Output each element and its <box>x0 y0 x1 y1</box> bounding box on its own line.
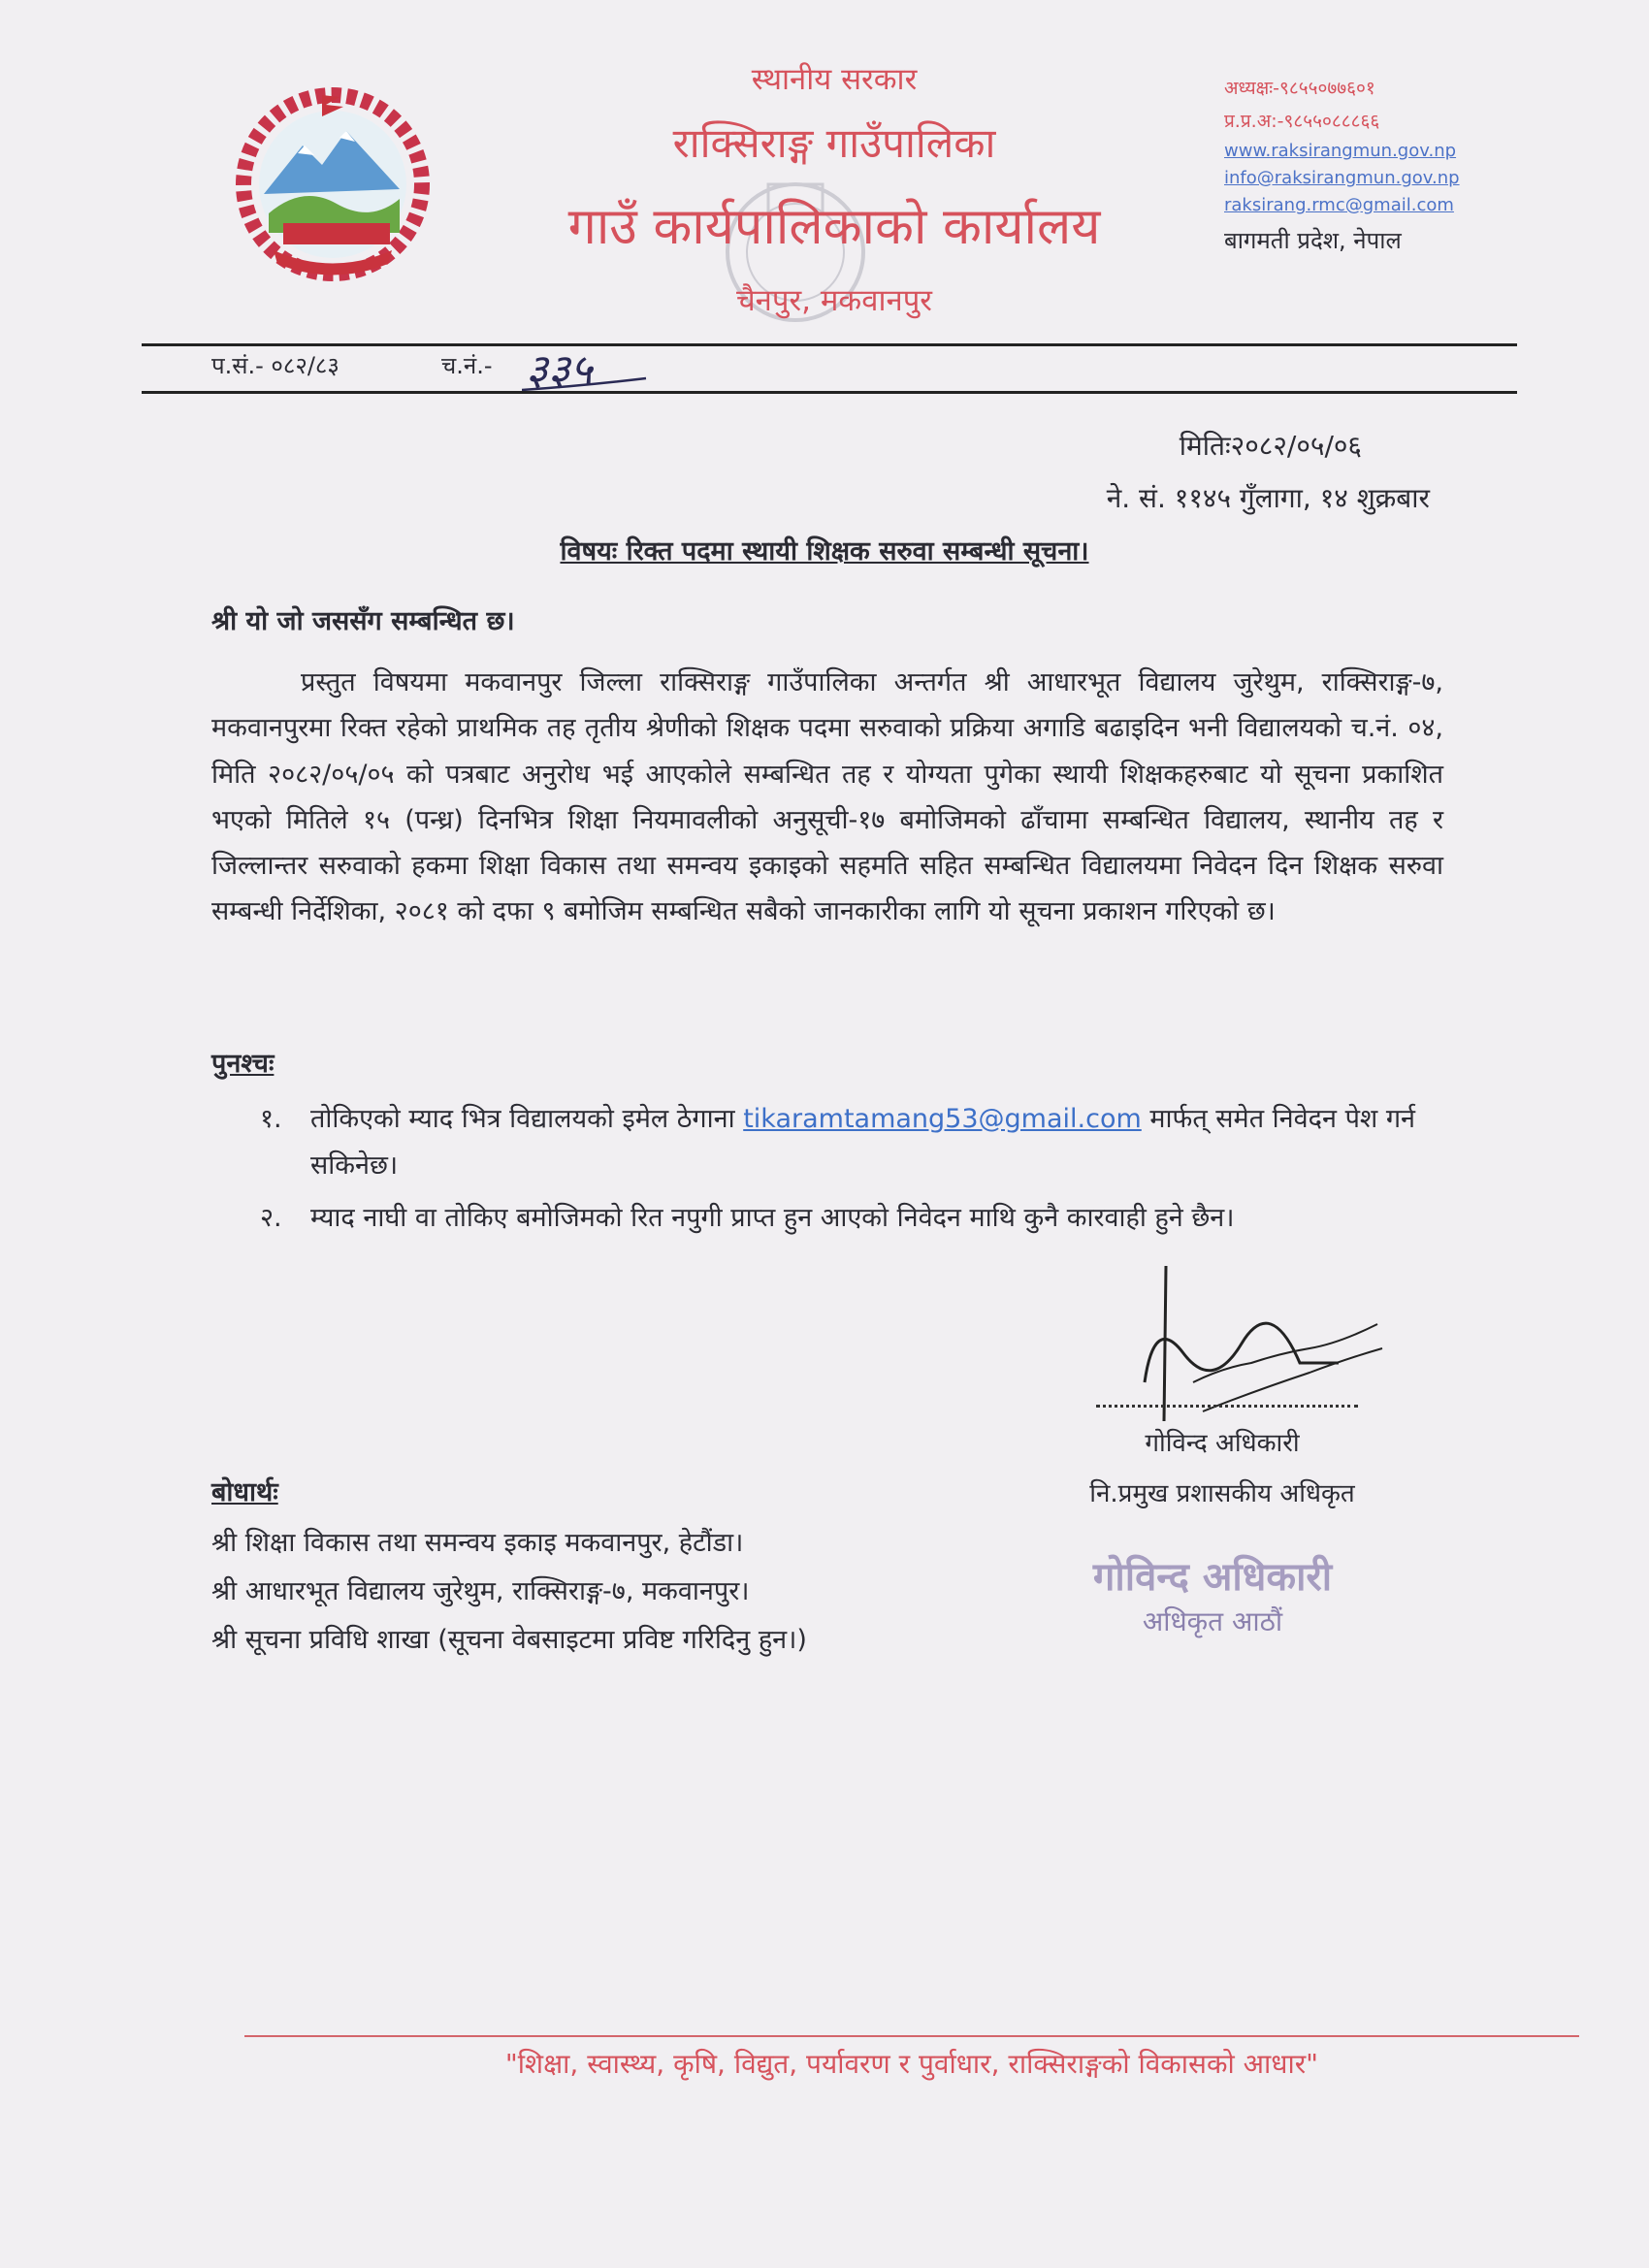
punascha-item-1-text <box>310 1096 1430 1189</box>
punascha-item-1 <box>260 1096 1430 1189</box>
school-email-link[interactable]: tikaramtamang53@gmail.com <box>743 1104 1142 1134</box>
punascha-item-1-post: मार्फत् समेत निवेदन पेश गर्न सकिनेछ। <box>310 1104 1416 1181</box>
header-location: चैनपुर, मकवानपुर <box>736 283 932 318</box>
punascha-item-2-text: म्याद नाघी वा तोकिए बमोजिमको रित नपुगी प्राप्त हुन आएको निवेदन माथि कुनै कारवाही हुने छैन। <box>310 1203 1235 1233</box>
email-link-info[interactable]: info@raksirangmun.gov.np <box>1224 168 1460 188</box>
punascha-item-2-number: २. <box>260 1203 282 1233</box>
email-link-gmail[interactable]: raksirang.rmc@gmail.com <box>1224 195 1454 215</box>
subject-line <box>175 532 1474 567</box>
cc-heading: बोधार्थः <box>211 1477 278 1507</box>
punascha-item-2 <box>260 1195 1488 1242</box>
header-municipality: राक्सिराङ्ग गाउँपालिका <box>672 119 996 167</box>
footer-rule <box>244 2035 1579 2037</box>
punascha-item-1-number: १. <box>260 1104 282 1134</box>
cc-item: श्री आधारभूत विद्यालय जुरेथुम, राक्सिराङ्ग-७, मकवानपुर। <box>211 1576 750 1606</box>
svg-text:३३५: ३३५ <box>526 345 593 395</box>
date-nepal-sambat: ने. सं. ११४५ गुँलागा, १४ शुक्रबार <box>1106 482 1430 514</box>
province-text: बागमती प्रदेश, नेपाल <box>1224 227 1402 254</box>
chair-phone: अध्यक्षः-९८५५०७७६०१ <box>1224 78 1375 99</box>
footer-motto: "शिक्षा, स्वास्थ्य, कृषि, विद्युत, पर्यावरण र पुर्वाधार, राक्सिराङ्गको विकासको आधार" <box>504 2048 1319 2080</box>
punascha-heading: पुनश्चः <box>211 1049 275 1079</box>
header-office-title: गाउँ कार्यपालिकाको कार्यालय <box>567 198 1101 256</box>
subject-text: विषयः रिक्त पदमा स्थायी शिक्षक सरुवा सम्बन्धी सूचना। <box>560 536 1089 567</box>
patra-sankhya: प.सं.- ०८२/८३ <box>211 352 340 379</box>
website-link[interactable]: www.raksirangmun.gov.np <box>1224 141 1457 161</box>
date-bs: मितिः२०८२/०५/०६ <box>1179 430 1362 462</box>
header-rule-bottom <box>142 391 1517 394</box>
cc-list <box>211 1519 1084 1665</box>
header-local-government: स्थानीय सरकार <box>751 62 918 97</box>
cc-item: श्री शिक्षा विकास तथा समन्वय इकाइ मकवानपुर, हेटौंडा। <box>211 1528 744 1558</box>
signature-line <box>1096 1405 1358 1408</box>
punascha-item-1-pre: तोकिएको म्याद भित्र विद्यालयको इमेल ठेगाना <box>310 1104 735 1134</box>
rank-stamp: अधिकृत आठौं <box>1142 1605 1283 1637</box>
chalani-label: च.नं.- <box>441 352 493 379</box>
name-stamp: गोविन्द अधिकारी <box>1092 1555 1333 1600</box>
cao-phone: प्र.प्र.अ:-९८५५०८८८६६ <box>1224 111 1380 132</box>
contact-block <box>1224 72 1515 260</box>
salutation: श्री यो जो जससँग सम्बन्धित छ। <box>211 606 515 636</box>
signatory-name: गोविन्द अधिकारी <box>1145 1429 1300 1458</box>
chalani-number-handwritten <box>522 340 658 398</box>
body-paragraph: प्रस्तुत विषयमा मकवानपुर जिल्ला राक्सिराङ्ग गाउँपालिका अन्तर्गत श्री आधारभूत विद्यालय जुरेथुम, राक्सिराङ्ग-७, मकवानपुरमा रिक्त रहेको प्राथमिक तह तृतीय श्रेणीको शिक्षक पदमा सरुवाको प्रक्रिया अगाडि बढाइदिन भनी विद्यालयको च.नं. ०४, मिति २०८२/०५/०५ को पत्रबाट अनुरोध भई आएकोले सम्बन्धित तह र योग्यता पुगेका स्थायी शिक्षकहरुबाट यो सूचना प्रकाशित भएको मितिले १५ (पन्ध्र) दिनभित्र शिक्षा नियमावलीको अनुसूची-१७ बमोजिमको ढाँचामा सम्बन्धित विद्यालय, स्थानीय तह र जिल्लान्तर सरुवाको हकमा शिक्षा विकास तथा समन्वय इकाइको सहमति सहित सम्बन्धित विद्यालयमा निवेदन दिन शिक्षक सरुवा सम्बन्धी निर्देशिका, २०८१ को दफा ९ बमोजिम सम्बन्धित सबैको जानकारीका लागि यो सूचना प्रकाशन गरिएको छ। <box>211 667 1443 927</box>
nepal-emblem-icon <box>225 78 440 283</box>
signatory-title: नि.प्रमुख प्रशासकीय अधिकृत <box>1089 1479 1355 1508</box>
header-rule-top <box>142 343 1517 346</box>
cc-item: श्री सूचना प्रविधि शाखा (सूचना वेबसाइटमा प्रविष्ट गरिदिनु हुन।) <box>211 1625 807 1655</box>
